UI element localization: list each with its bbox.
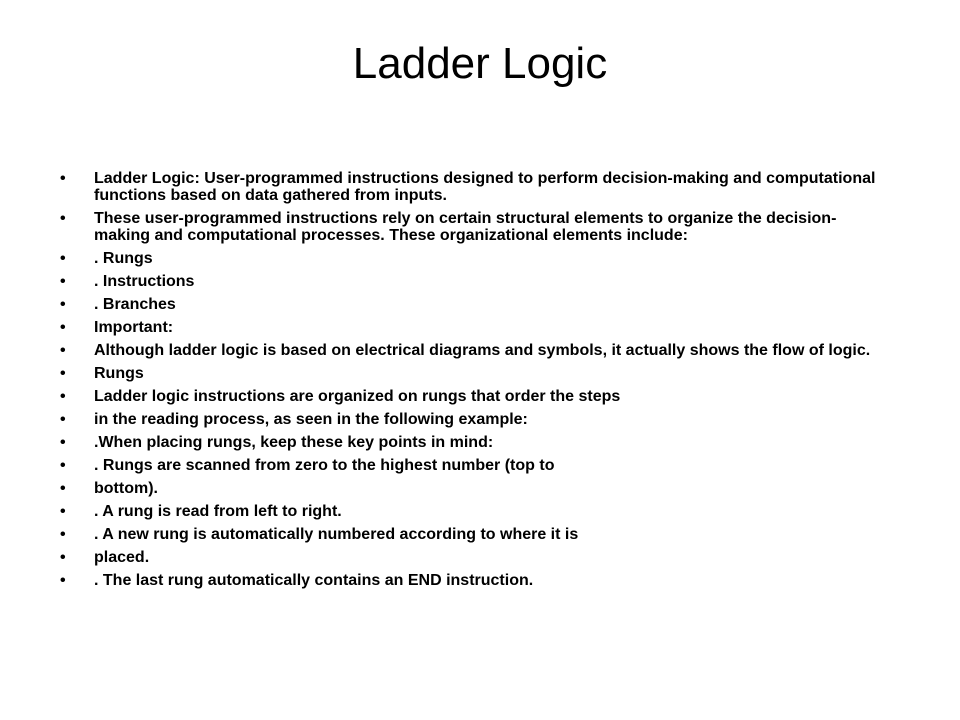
bullet-item: [60, 319, 890, 336]
bullet-icon: •: [60, 572, 66, 589]
bullet-item: [60, 457, 890, 474]
bullet-icon: •: [60, 365, 66, 382]
bullet-icon: •: [60, 170, 66, 187]
bullet-text: . A new rung is automatically numbered according to where it is: [94, 526, 579, 543]
bullet-item: [60, 365, 890, 382]
bullet-icon: •: [60, 549, 66, 566]
bullet-item: [60, 411, 890, 428]
bullet-icon: •: [60, 434, 66, 451]
bullet-item: [60, 503, 890, 520]
bullet-item: [60, 250, 890, 267]
bullet-text: . A rung is read from left to right.: [94, 503, 342, 520]
bullet-item: [60, 170, 890, 204]
bullet-list: [60, 170, 890, 595]
bullet-text: Ladder Logic: User-programmed instructions designed to perform decision-making and computational functions based on data gathered from inputs.: [94, 170, 876, 204]
bullet-item: [60, 549, 890, 566]
bullet-item: [60, 296, 890, 313]
bullet-text: Ladder logic instructions are organized on rungs that order the steps: [94, 388, 621, 405]
bullet-text: .When placing rungs, keep these key points in mind:: [94, 434, 494, 451]
bullet-item: [60, 388, 890, 405]
bullet-item: [60, 434, 890, 451]
bullet-icon: •: [60, 210, 66, 227]
bullet-icon: •: [60, 342, 66, 359]
bullet-item: [60, 342, 890, 359]
bullet-text: . Branches: [94, 296, 176, 313]
bullet-text: in the reading process, as seen in the following example:: [94, 411, 528, 428]
bullet-text: Important:: [94, 319, 174, 336]
bullet-icon: •: [60, 296, 66, 313]
bullet-text: . Rungs are scanned from zero to the highest number (top to: [94, 457, 555, 474]
bullet-item: [60, 273, 890, 290]
bullet-icon: •: [60, 411, 66, 428]
bullet-icon: •: [60, 319, 66, 336]
bullet-text: . Instructions: [94, 273, 195, 290]
bullet-icon: •: [60, 503, 66, 520]
bullet-icon: •: [60, 273, 66, 290]
slide-title: Ladder Logic: [352, 39, 608, 88]
bullet-item: [60, 526, 890, 543]
bullet-text: bottom).: [94, 480, 158, 497]
bullet-icon: •: [60, 388, 66, 405]
bullet-item: [60, 480, 890, 497]
bullet-item: [60, 572, 890, 589]
bullet-text: Rungs: [94, 365, 144, 382]
bullet-item: [60, 210, 890, 244]
bullet-icon: •: [60, 480, 66, 497]
bullet-text: These user-programmed instructions rely on certain structural elements to organize the decision-making and computational processes. These organizational elements include:: [94, 210, 837, 244]
bullet-icon: •: [60, 457, 66, 474]
bullet-icon: •: [60, 526, 66, 543]
bullet-text: placed.: [94, 549, 150, 566]
bullet-text: Although ladder logic is based on electrical diagrams and symbols, it actually shows the flow of logic.: [94, 342, 871, 359]
bullet-icon: •: [60, 250, 66, 267]
bullet-text: . The last rung automatically contains an END instruction.: [94, 572, 534, 589]
bullet-text: . Rungs: [94, 250, 153, 267]
